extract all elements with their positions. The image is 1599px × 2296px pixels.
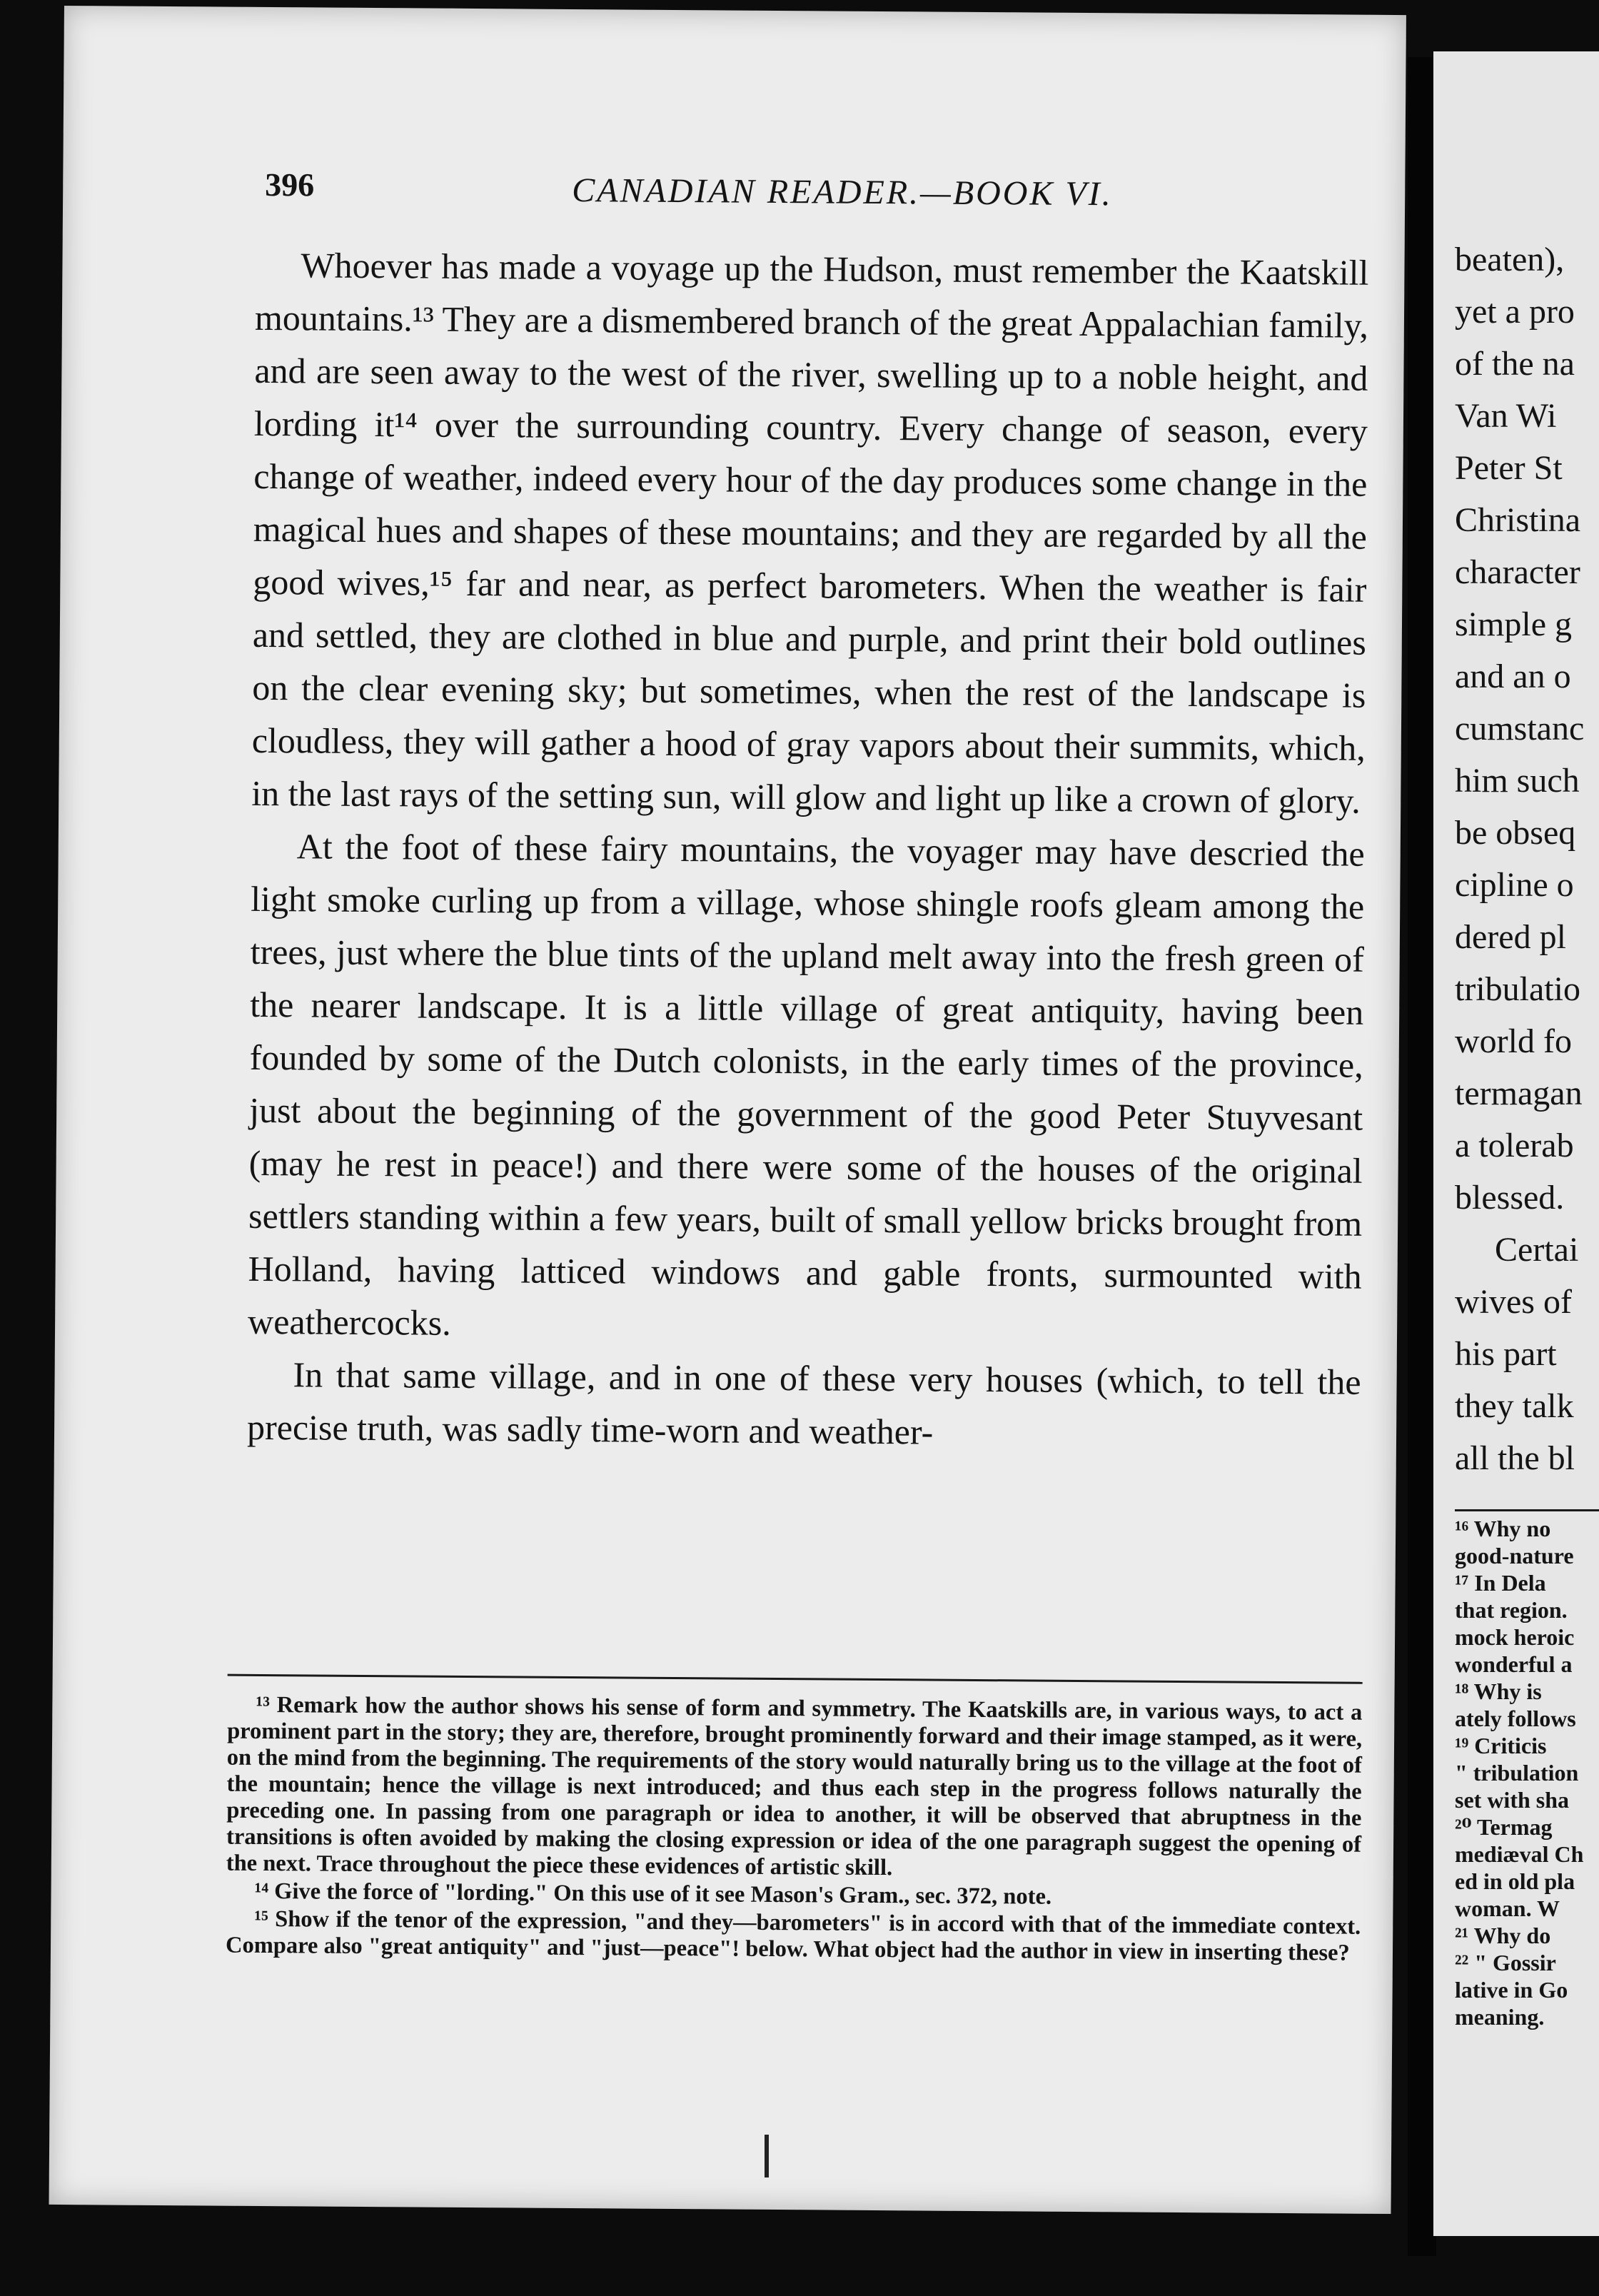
text-line: a tolerab bbox=[1455, 1127, 1574, 1164]
text-line: cumstanc bbox=[1455, 710, 1585, 747]
scan-mark bbox=[765, 2135, 769, 2177]
note-line: ²¹ Why do bbox=[1455, 1923, 1551, 1948]
page-number: 396 bbox=[265, 166, 315, 203]
page-header bbox=[265, 158, 1379, 231]
right-book-page bbox=[1433, 51, 1599, 2236]
note-line: woman. W bbox=[1455, 1895, 1560, 1921]
text-line: all the bl bbox=[1455, 1439, 1575, 1477]
text-line: tribulatio bbox=[1455, 970, 1580, 1008]
note-line: mock heroic bbox=[1455, 1624, 1575, 1650]
note-line: set with sha bbox=[1455, 1787, 1570, 1813]
footnote: ¹⁵ Show if the tenor of the expression, "and they—barometers" is in accord with that of the immediate context. Compare also "great antiquity" and "just—peace"! below. What object had the author in view in inserting these? bbox=[225, 1905, 1361, 1966]
note-line: mediæval Ch bbox=[1455, 1841, 1584, 1867]
right-footnotes bbox=[1455, 1515, 1599, 2030]
left-book-page bbox=[49, 6, 1406, 2214]
book-gutter bbox=[1408, 57, 1436, 2256]
paragraph: At the foot of these fairy mountains, the voyager may have descried the light smoke curling up from a village, whose shingle roofs gleam among the trees, just where the blue tints of the upland melt away into the fresh green of the nearer landscape. It is a little village of great antiquity, having been founded by some of the Dutch colonists, in the early times of the province, just about the beginning of the government of the good Peter Stuyvesant (may he rest in peace!) and there were some of the houses of the original settlers standing within a few years, built of small yellow bricks brought from Holland, having latticed windows and gable fronts, surmounted with weathercocks. bbox=[247, 826, 1365, 1343]
text-line: of the na bbox=[1455, 345, 1575, 383]
paragraph: Whoever has made a voyage up the Hudson, must remember the Kaatskill mountains.¹³ They are a dismembered branch of the great Appalachian family, and are seen away to the west of the river, swelling up to a noble height, and lording it¹⁴ over the surrounding country. Every change of season, every change of weather, indeed every hour of the day produces some change in the magical hues and shapes of these mountains; and they are regarded by all the good wives,¹⁵ far and near, as perfect barometers. When the weather is fair and settled, they are clothed in blue and purple, and print their bold outlines on the clear evening sky; but sometimes, when the rest of the landscape is cloudless, they will gather a hood of gray vapors about their summits, which, in the last rays of the setting sun, will glow and light up like a crown of glory. bbox=[251, 245, 1369, 821]
note-line: ¹⁶ Why no bbox=[1455, 1516, 1551, 1541]
text-line: Van Wi bbox=[1455, 397, 1557, 435]
note-line: lative in Go bbox=[1455, 1977, 1568, 2003]
text-line: his part bbox=[1455, 1335, 1557, 1373]
text-line: Peter St bbox=[1455, 449, 1563, 487]
note-line: ¹⁸ Why is bbox=[1455, 1678, 1542, 1704]
text-line: beaten), bbox=[1455, 241, 1565, 278]
note-line: wonderful a bbox=[1455, 1651, 1573, 1677]
body-text bbox=[247, 238, 1369, 1461]
text-line: cipline o bbox=[1455, 866, 1574, 904]
note-line: ¹⁹ Criticis bbox=[1455, 1733, 1547, 1758]
note-line: ed in old pla bbox=[1455, 1868, 1575, 1894]
text-line: blessed. bbox=[1455, 1179, 1565, 1217]
note-line: meaning. bbox=[1455, 2004, 1545, 2030]
text-line: termagan bbox=[1455, 1074, 1583, 1112]
text-line: dered pl bbox=[1455, 918, 1566, 956]
right-page-text bbox=[1455, 233, 1599, 1484]
note-line: " tribulation bbox=[1455, 1760, 1579, 1786]
text-line: world fo bbox=[1455, 1022, 1572, 1060]
note-line: ²⁰ Termag bbox=[1455, 1814, 1553, 1840]
text-line: Certai bbox=[1495, 1231, 1579, 1269]
text-line: be obseq bbox=[1455, 814, 1576, 852]
note-line: good-nature bbox=[1455, 1543, 1574, 1569]
note-line: ¹⁷ In Dela bbox=[1455, 1570, 1546, 1596]
footnote: ¹³ Remark how the author shows his sense of form and symmetry. The Kaatskills are, in various ways, to act a prominent part in the story; they are, therefore, brought prominently forward and their image stamped, as it were, on the mind from the beginning. The requirements of the story would naturally bring us to the village at the foot of the mountain; hence the village is next introduced; and thus each step in the progress follows naturally the preceding one. In passing from one paragraph or idea to another, it will be observed that abruptness in the transitions is often avoided by making the closing expression or idea of the one paragraph suggest the opening of the next. Trace throughout the piece these evidences of artistic skill. bbox=[226, 1691, 1363, 1881]
footnote-divider bbox=[228, 1674, 1363, 1684]
note-line: that region. bbox=[1455, 1597, 1568, 1623]
text-line: wives of bbox=[1455, 1283, 1572, 1321]
paragraph: In that same village, and in one of these very houses (which, to tell the precise truth, was sadly time-worn and weather- bbox=[246, 1354, 1361, 1452]
footnotes bbox=[226, 1692, 1363, 1968]
note-line: ately follows bbox=[1455, 1706, 1576, 1731]
text-line: Christina bbox=[1455, 501, 1580, 539]
footnote-divider bbox=[1455, 1509, 1599, 1511]
text-line: him such bbox=[1455, 762, 1580, 800]
text-line: simple g bbox=[1455, 605, 1572, 643]
text-line: and an o bbox=[1455, 658, 1571, 695]
text-line: they talk bbox=[1455, 1387, 1574, 1425]
running-head: CANADIAN READER.—BOOK VI. bbox=[572, 171, 1113, 213]
footnote: ¹⁴ Give the force of "lording." On this use of it see Mason's Gram., sec. 372, note. bbox=[254, 1878, 1052, 1910]
text-line: character bbox=[1455, 553, 1580, 591]
text-line: yet a pro bbox=[1455, 293, 1575, 331]
note-line: ²² " Gossir bbox=[1455, 1950, 1556, 1975]
